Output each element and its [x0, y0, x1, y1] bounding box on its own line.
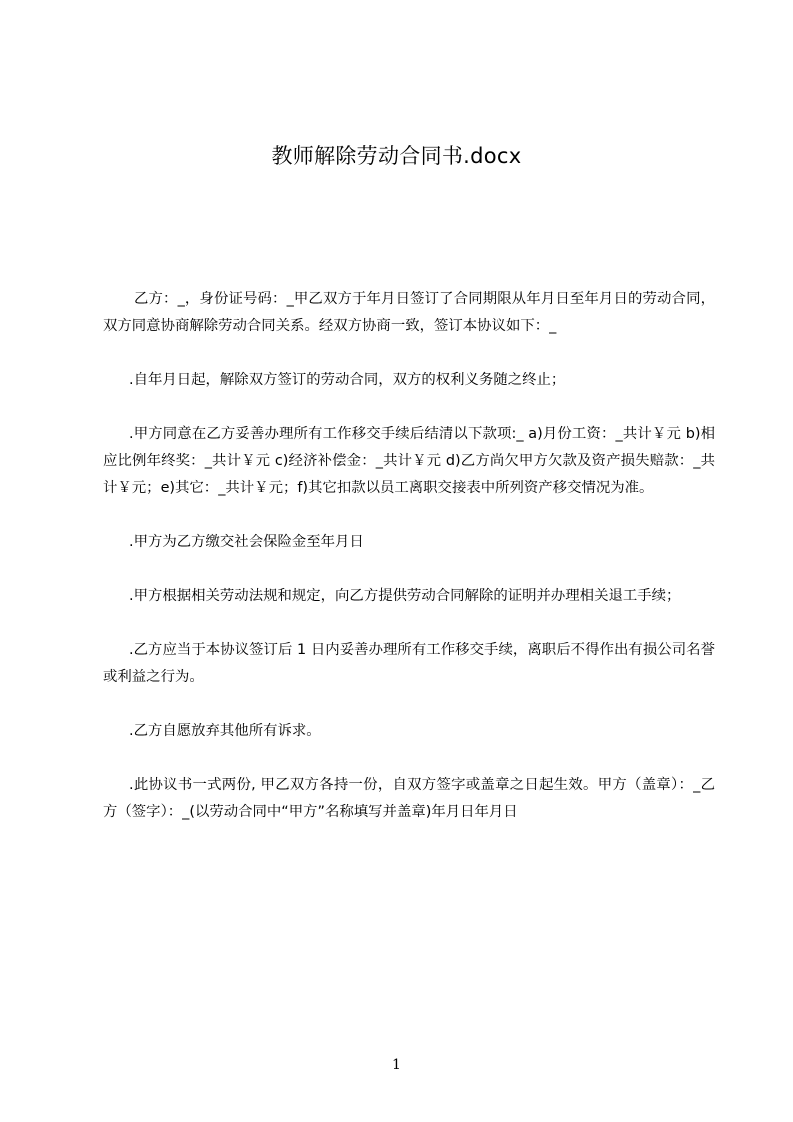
- paragraph-clause-2: .甲方同意在乙方妥善办理所有工作移交手续后结清以下款项:_ a)月份工资：_共计￥元 b)相应比例年终奖：_共计￥元 c)经济补偿金：_共计￥元 d)乙方尚欠甲方欠款及资产损失赔款：_共计￥元；e)其它：_共计￥元；f)其它扣款以员工离职交接表中所列资产移交情况为准。: [103, 426, 715, 496]
- document-body: [103, 286, 715, 853]
- paragraph-clause-5: .乙方应当于本协议签订后 1 日内妥善办理所有工作移交手续，离职后不得作出有损公司名誉或利益之行为。: [103, 642, 715, 685]
- paragraph-clause-4: .甲方根据相关劳动法规和规定，向乙方提供劳动合同解除的证明并办理相关退工手续；: [129, 588, 681, 604]
- paragraph-clause-7: .此协议书一式两份, 甲乙双方各持一份，自双方签字或盖章之日起生效。甲方（盖章）：_乙方（签字）：_(以劳动合同中“甲方”名称填写并盖章)年月日年月日: [103, 777, 715, 820]
- document-title: 教师解除劳动合同书.docx: [271, 144, 522, 168]
- paragraph-intro: 乙方：_，身份证号码：_甲乙双方于年月日签订了合同期限从年月日至年月日的劳动合同，双方同意协商解除劳动合同关系。经双方协商一致，签订本协议如下：_: [103, 291, 715, 334]
- paragraph-clause-1: .自年月日起，解除双方签订的劳动合同，双方的权利义务随之终止；: [129, 372, 566, 388]
- page-number: 1: [392, 1057, 401, 1073]
- paragraph-clause-3: .甲方为乙方缴交社会保险金至年月日: [129, 534, 364, 550]
- paragraph-clause-6: .乙方自愿放弃其他所有诉求。: [129, 723, 321, 739]
